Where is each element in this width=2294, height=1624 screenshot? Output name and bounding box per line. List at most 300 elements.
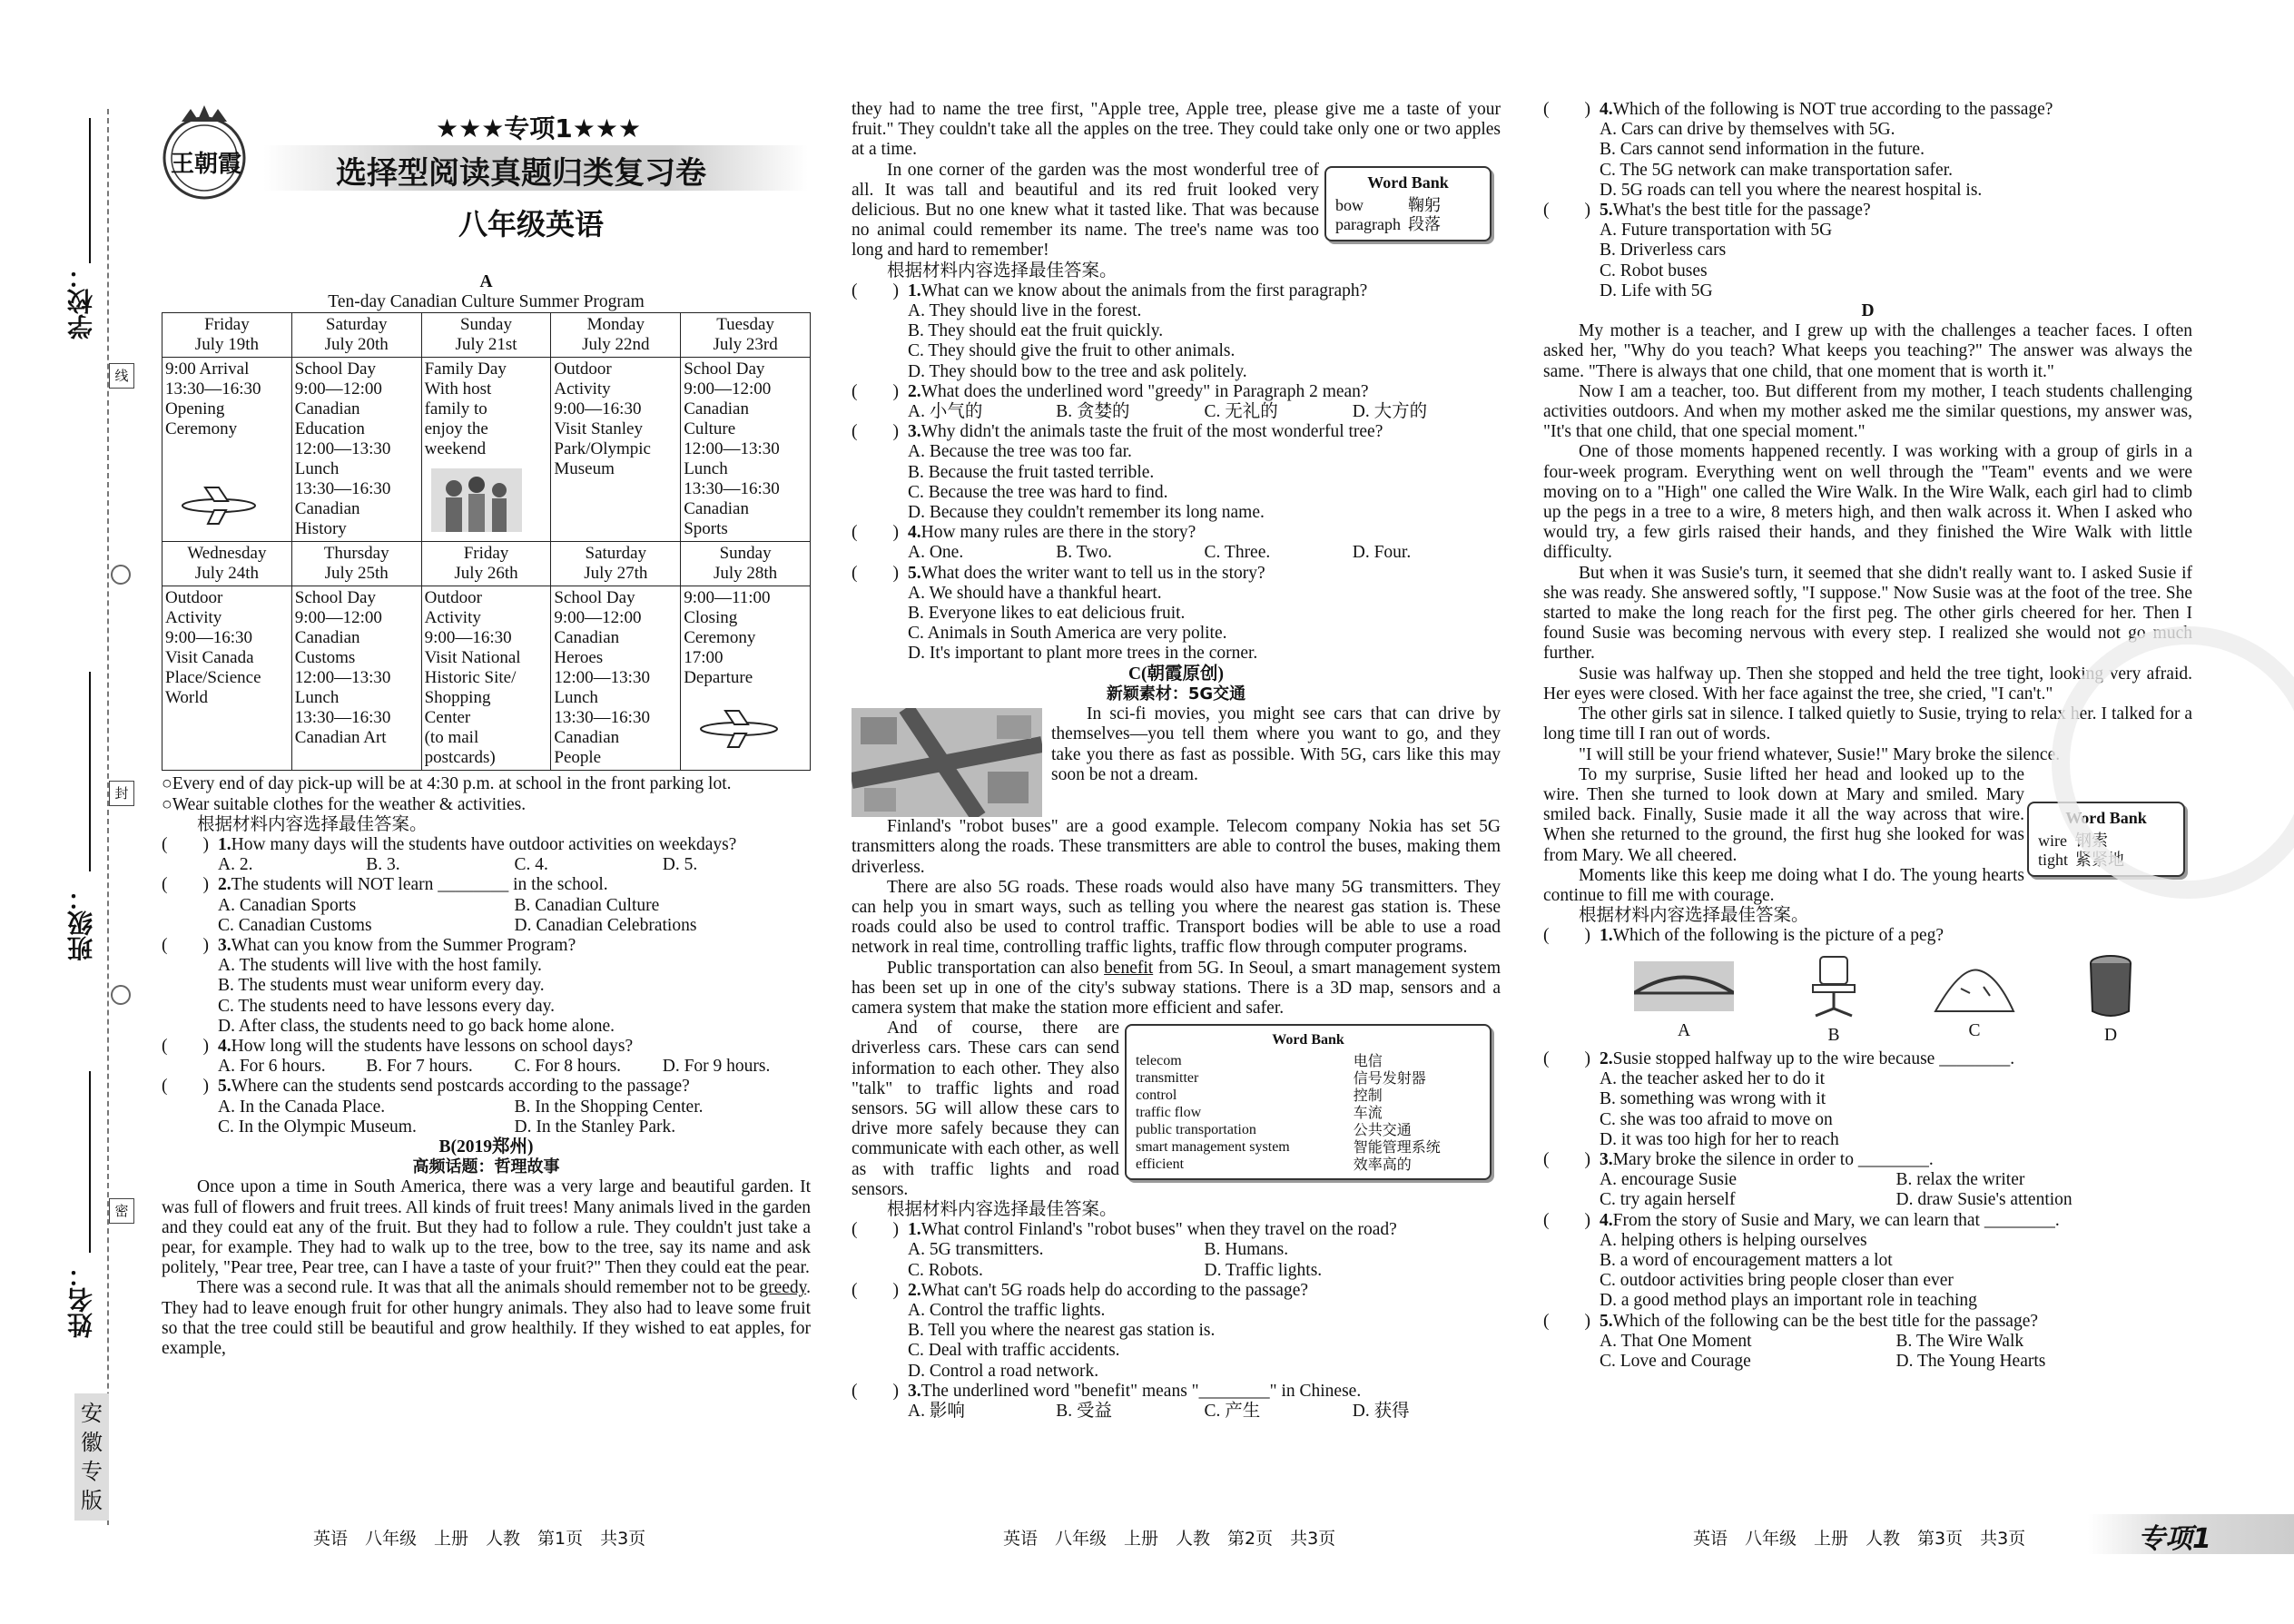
answer-bracket[interactable]: ( ) bbox=[852, 1280, 899, 1300]
word-bank-row bbox=[1136, 1069, 1481, 1087]
peg-picture-option[interactable] bbox=[1934, 952, 2015, 1046]
question bbox=[852, 382, 1501, 402]
question-body bbox=[908, 564, 1501, 584]
word-bank-term: transmitter bbox=[1136, 1070, 1199, 1087]
word-bank-title: Word Bank bbox=[1272, 1032, 1344, 1048]
answer-bracket[interactable]: ( ) bbox=[162, 936, 209, 956]
question-number: 4. bbox=[1600, 1210, 1613, 1230]
question-body bbox=[908, 382, 1501, 402]
answer-bracket[interactable]: ( ) bbox=[1543, 1311, 1590, 1331]
line-char-1: 线 bbox=[109, 363, 134, 389]
question-text: What does the underlined word "greedy" in Paragraph 2 mean? bbox=[921, 381, 1369, 401]
schedule-cell bbox=[421, 358, 551, 542]
word-bank-term: tight bbox=[2038, 850, 2069, 869]
option[interactable]: C. For 8 hours. bbox=[514, 1057, 622, 1077]
option-list bbox=[218, 896, 811, 936]
option[interactable]: B. They should eat the fruit quickly. bbox=[908, 321, 1164, 341]
option[interactable]: C. In the Olympic Museum. bbox=[218, 1117, 417, 1137]
footer-page-3: 英语 八年级 上册 人教 第3页 共3页 bbox=[1693, 1529, 2026, 1549]
option[interactable]: B. The students must wear uniform every day. bbox=[218, 976, 545, 996]
option[interactable]: C. The 5G network can make transportation safer. bbox=[1600, 160, 1953, 180]
class-label: 班级： bbox=[66, 885, 96, 961]
question-text: What can we know about the animals from the first paragraph? bbox=[921, 281, 1368, 300]
question-number: 1. bbox=[218, 835, 231, 855]
option[interactable]: C. Animals in South America are very polite. bbox=[908, 624, 1227, 644]
passage-text: . They had to leave enough fruit for other hungry animals. They also had to leave some fruit so that the tree could still be beautiful and grow healthily. If they wished to eat apples, for example, bbox=[162, 1278, 811, 1359]
word-bank-row bbox=[1136, 1104, 1481, 1121]
answer-bracket[interactable]: ( ) bbox=[1543, 201, 1590, 221]
option[interactable]: C. try again herself bbox=[1600, 1190, 1736, 1210]
option[interactable]: C. Love and Courage bbox=[1600, 1351, 1751, 1371]
option[interactable]: B. relax the writer bbox=[1895, 1170, 2025, 1190]
option[interactable]: B. Two. bbox=[1056, 543, 1112, 563]
word-bank-term: bow bbox=[1335, 195, 1364, 214]
question bbox=[162, 1077, 811, 1097]
option[interactable]: A. encourage Susie bbox=[1600, 1170, 1738, 1190]
question bbox=[852, 1281, 1501, 1301]
option[interactable]: D. 5G roads can tell you where the nearest hospital is. bbox=[1600, 180, 1983, 200]
word-bank-meaning: 效率高的 bbox=[1353, 1156, 1412, 1174]
word-bank-meaning: 紧紧地 bbox=[2075, 850, 2125, 870]
question-body bbox=[218, 835, 811, 855]
question-number: 1. bbox=[908, 1220, 921, 1240]
schedule-cell-text: Family Day With host family to enjoy the weekend bbox=[424, 359, 507, 459]
option[interactable]: A. In the Canada Place. bbox=[218, 1097, 386, 1117]
option[interactable]: A. They should live in the forest. bbox=[908, 301, 1142, 321]
option[interactable]: B. something was wrong with it bbox=[1600, 1089, 1826, 1109]
option[interactable]: C. The students need to have lessons every day. bbox=[218, 996, 555, 1016]
schedule-header-cell: Wednesday July 24th bbox=[162, 542, 292, 586]
question-body bbox=[908, 1281, 1501, 1301]
option[interactable]: C. They should give the fruit to other animals. bbox=[908, 341, 1236, 361]
question bbox=[852, 1382, 1501, 1402]
question-body bbox=[1600, 1150, 2192, 1170]
schedule-header-cell: Monday July 22nd bbox=[551, 313, 681, 358]
question bbox=[162, 1037, 811, 1057]
option[interactable]: C. Robot buses bbox=[1600, 261, 1708, 281]
passage-b-topic: 高频话题：哲理故事 bbox=[412, 1157, 560, 1177]
passage-b-paragraph: In one corner of the garden was the most wonderful tree of all. It was tall and beautiful and its red fruit looked very delicious. But no one knew what it tasted like. That was because no animal could remember its name. The tree's name was too long and hard to remember! bbox=[852, 160, 1319, 261]
option[interactable]: A. That One Moment bbox=[1600, 1331, 1752, 1351]
passage-a-label: A bbox=[479, 272, 493, 291]
option[interactable]: A. Because the tree was too far. bbox=[908, 442, 1132, 462]
question-body bbox=[908, 281, 1501, 301]
answer-bracket[interactable]: ( ) bbox=[852, 523, 899, 543]
option[interactable]: D. They should bow to the tree and ask politely. bbox=[908, 361, 1247, 381]
passage-d-label: D bbox=[1861, 301, 1875, 321]
option[interactable]: A. 5G transmitters. bbox=[908, 1240, 1044, 1260]
option[interactable]: D. 大方的 bbox=[1352, 402, 1428, 422]
question-number: 2. bbox=[908, 381, 921, 401]
airplane-icon bbox=[694, 706, 784, 752]
question bbox=[162, 835, 811, 855]
answer-bracket[interactable]: ( ) bbox=[852, 281, 899, 300]
option[interactable]: B. For 7 hours. bbox=[366, 1057, 473, 1077]
question-text: What can't 5G roads help do according to the passage? bbox=[921, 1280, 1309, 1300]
question bbox=[1543, 100, 2192, 120]
city-traffic-image bbox=[852, 708, 1042, 817]
option-list bbox=[218, 1097, 811, 1137]
answer-bracket[interactable]: ( ) bbox=[852, 1381, 899, 1401]
question-text: Which of the following is NOT true according to the passage? bbox=[1612, 100, 2053, 119]
sidebar-class bbox=[64, 885, 100, 961]
option[interactable]: D. After class, the students need to go back home alone. bbox=[218, 1016, 615, 1036]
option-list bbox=[218, 956, 811, 1037]
punch-hole-1 bbox=[111, 565, 131, 585]
option-list bbox=[218, 855, 811, 875]
option[interactable]: A. We should have a thankful heart. bbox=[908, 583, 1162, 603]
word-bank-term: paragraph bbox=[1335, 214, 1401, 233]
option[interactable]: C. 4. bbox=[514, 855, 548, 875]
passage-d-paragraph: To my surprise, Susie lifted her head and looked up to the wire. Then she turned to look down at Mary and smiled. Mary smiled back. Finally, Susie made it all the way across that wire. When she returned to the ground, the first hug she looked for was from Mary. We all cheered. bbox=[1543, 764, 2024, 865]
word-bank-meaning: 电信 bbox=[1353, 1052, 1383, 1070]
underlined-word: benefit bbox=[1104, 958, 1154, 978]
question-body bbox=[218, 1037, 811, 1057]
option[interactable]: B. Because the fruit tasted terrible. bbox=[908, 462, 1155, 482]
question-body bbox=[1600, 1312, 2192, 1332]
word-bank-meaning: 鞠躬 bbox=[1407, 195, 1441, 215]
passage-b-label: B(2019郑州) bbox=[438, 1137, 534, 1157]
question-number: 3. bbox=[1600, 1149, 1613, 1169]
option[interactable]: D. 获得 bbox=[1352, 1401, 1410, 1421]
option[interactable]: D. Control a road network. bbox=[908, 1361, 1099, 1381]
answer-bracket[interactable]: ( ) bbox=[1543, 1048, 1590, 1068]
questions-a bbox=[162, 835, 811, 1137]
corner-label: 专项1 bbox=[2138, 1523, 2211, 1555]
word-bank-meaning: 车流 bbox=[1353, 1104, 1383, 1122]
question-number: 3. bbox=[218, 936, 231, 956]
question bbox=[162, 875, 811, 895]
question bbox=[852, 422, 1501, 442]
option[interactable]: A. Canadian Sports bbox=[218, 895, 357, 915]
word-bank-row bbox=[1136, 1121, 1481, 1138]
answer-bracket[interactable]: ( ) bbox=[162, 1077, 209, 1097]
passage-b-paragraph: Once upon a time in South America, there was a very large and beautiful garden. It was full of flowers and fruit trees. All kinds of fruit trees! Many animals lived in the garden and they could eat any of the fruit. But they had to follow a rule. They couldn't just take a pear, for example. They had to walk up to the tree, bow to the tree, say its name and ask politely, "Pear tree, Pear tree, can I have a taste of your fruit?" Then they could eat the pear. bbox=[162, 1177, 811, 1278]
schedule-header-cell: Friday July 26th bbox=[421, 542, 551, 586]
question-body bbox=[908, 1220, 1501, 1240]
option[interactable]: C. 产生 bbox=[1204, 1401, 1261, 1421]
family-photo-icon bbox=[431, 468, 522, 532]
word-bank-title: Word Bank bbox=[1367, 172, 1449, 192]
schedule-cell-text: 9:00—11:00 Closing Ceremony 17:00 Departure bbox=[684, 588, 771, 688]
schedule-cell: Outdoor Activity 9:00—16:30 Visit Stanley Park/Olympic Museum bbox=[551, 358, 681, 542]
version-label: 安徽专版 bbox=[74, 1393, 109, 1521]
option[interactable]: A. 小气的 bbox=[908, 402, 983, 422]
word-bank-row bbox=[1136, 1052, 1481, 1069]
option[interactable]: B. 3. bbox=[366, 855, 400, 875]
passage-c-wrap bbox=[852, 1019, 1501, 1200]
word-bank-meaning: 公共交通 bbox=[1353, 1121, 1412, 1139]
schedule-cell-text: 9:00 Arrival 13:30—16:30 Opening Ceremony bbox=[165, 359, 261, 439]
name-fill-line bbox=[89, 1071, 91, 1253]
binding-line bbox=[107, 109, 109, 1525]
option[interactable]: B. Cars cannot send information in the future. bbox=[1600, 140, 1925, 160]
option[interactable]: A. the teacher asked her to do it bbox=[1600, 1069, 1825, 1089]
schedule-cell: School Day 9:00—12:00 Canadian Customs 12:00—13:30 Lunch 13:30—16:30 Canadian Art bbox=[291, 586, 421, 771]
stump-picture-icon bbox=[2083, 952, 2138, 1020]
word-bank-meaning: 钢索 bbox=[2075, 831, 2109, 851]
bridge-picture-icon bbox=[1634, 952, 1734, 1016]
hill-picture-icon bbox=[1934, 952, 2015, 1016]
option-list bbox=[1600, 1231, 2192, 1312]
question-number: 5. bbox=[908, 563, 921, 583]
passage-c-intro bbox=[852, 704, 1501, 817]
word-bank-meaning: 控制 bbox=[1353, 1087, 1383, 1105]
page-subtitle: 八年级英语 bbox=[458, 207, 605, 241]
word-bank-term: control bbox=[1136, 1088, 1177, 1104]
schedule-title: Ten-day Canadian Culture Summer Program bbox=[328, 292, 645, 312]
option[interactable]: A. Control the traffic lights. bbox=[908, 1300, 1106, 1320]
question-body bbox=[1600, 100, 2192, 120]
question-text: From the story of Susie and Mary, we can learn that ________. bbox=[1612, 1210, 2060, 1230]
series-label: ★★★专项1★★★ bbox=[436, 113, 642, 143]
question-number: 5. bbox=[1600, 201, 1613, 221]
question-number: 4. bbox=[1600, 100, 1613, 119]
word-bank-term: efficient bbox=[1136, 1156, 1185, 1173]
word-bank-b bbox=[1324, 166, 1492, 241]
passage-b-paragraph: they had to name the tree first, "Apple tree, Apple tree, please give me a taste of your fruit." They couldn't take all the apples on the tree. They could take only one or two apples at a time. bbox=[852, 100, 1501, 160]
answer-bracket[interactable]: ( ) bbox=[162, 835, 209, 855]
passage-text: There was a second rule. It was that all the animals should remember not to be bbox=[197, 1278, 760, 1298]
option-list bbox=[908, 442, 1501, 523]
column-1 bbox=[162, 272, 811, 1359]
option[interactable]: D. Four. bbox=[1352, 543, 1412, 563]
answer-bracket[interactable]: ( ) bbox=[1543, 1210, 1590, 1230]
answer-bracket[interactable]: ( ) bbox=[162, 1037, 209, 1057]
schedule-header-cell: Saturday July 27th bbox=[551, 542, 681, 586]
answer-bracket[interactable]: ( ) bbox=[852, 381, 899, 401]
option[interactable]: B. In the Shopping Center. bbox=[514, 1097, 704, 1117]
questions-d bbox=[1543, 926, 2192, 1372]
question-text: Which of the following can be the best title for the passage? bbox=[1612, 1311, 2039, 1331]
option[interactable]: C. Because the tree was hard to find. bbox=[908, 482, 1168, 502]
instruction-text: 根据材料内容选择最佳答案。 bbox=[1579, 906, 1809, 926]
option[interactable]: C. outdoor activities bring people closer than ever bbox=[1600, 1271, 1954, 1291]
peg-picture-option[interactable] bbox=[2083, 952, 2138, 1046]
word-bank-title: Word Bank bbox=[2065, 808, 2147, 827]
question-number: 2. bbox=[1600, 1048, 1613, 1068]
option[interactable]: D. Because they couldn't remember its long name. bbox=[908, 503, 1265, 523]
question-number: 4. bbox=[908, 523, 921, 543]
question-text: How long will the students have lessons on school days? bbox=[231, 1037, 634, 1057]
option[interactable]: D. It's important to plant more trees in the corner. bbox=[908, 644, 1258, 664]
question-number: 1. bbox=[1600, 926, 1613, 946]
option[interactable]: D. The Young Hearts bbox=[1895, 1351, 2046, 1371]
option[interactable]: C. Deal with traffic accidents. bbox=[908, 1341, 1120, 1361]
option[interactable]: C. Robots. bbox=[908, 1260, 983, 1280]
peg-picture-label: B bbox=[1827, 1025, 1840, 1045]
question-body bbox=[908, 1382, 1501, 1402]
option[interactable]: D. For 9 hours. bbox=[662, 1057, 771, 1077]
option[interactable]: D. draw Susie's attention bbox=[1895, 1190, 2072, 1210]
option-list bbox=[1600, 1170, 2192, 1210]
word-bank-row bbox=[1136, 1087, 1481, 1104]
question-text: What control Finland's "robot buses" when they travel on the road? bbox=[921, 1220, 1397, 1240]
schedule-table bbox=[162, 312, 811, 771]
word-bank-term: traffic flow bbox=[1136, 1105, 1202, 1121]
passage-c-label: C(朝霞原创) bbox=[1127, 664, 1225, 684]
question-text: How many days will the students have outdoor activities on weekdays? bbox=[231, 835, 737, 855]
sidebar-school bbox=[64, 263, 100, 340]
option-list bbox=[908, 1402, 1501, 1422]
word-bank-row bbox=[1136, 1138, 1481, 1156]
question-text: What's the best title for the passage? bbox=[1612, 201, 1871, 221]
footer-page-2: 英语 八年级 上册 人教 第2页 共3页 bbox=[1003, 1529, 1336, 1549]
passage-c-paragraph: There are also 5G roads. These roads would also have many 5G transmitters. They can help you in smart ways, such as telling you where the nearest gas station is. These roads could also be used to control traffic. Transport bodies will be able to use a road network in real time, controlling traffic lights, traffic flow through computer programs. bbox=[852, 877, 1501, 958]
option[interactable]: B. Humans. bbox=[1204, 1240, 1289, 1260]
schedule-header-cell: Saturday July 20th bbox=[291, 313, 421, 358]
line-char-2: 封 bbox=[109, 781, 134, 806]
answer-bracket[interactable]: ( ) bbox=[852, 1220, 899, 1240]
question-body bbox=[218, 1077, 811, 1097]
chair-picture-icon bbox=[1802, 952, 1866, 1020]
option[interactable]: A. Future transportation with 5G bbox=[1600, 221, 1833, 241]
word-bank-term: telecom bbox=[1136, 1053, 1182, 1069]
peg-picture-label: D bbox=[2103, 1025, 2118, 1045]
option[interactable]: C. 无礼的 bbox=[1204, 402, 1278, 422]
passage-d-paragraph: The other girls sat in silence. I talked quietly to Susie, trying to relax her. I talked for a long time till I ran out of words. bbox=[1543, 704, 2192, 744]
question-text: Mary broke the silence in order to ________. bbox=[1612, 1149, 1934, 1169]
instruction-text: 根据材料内容选择最佳答案。 bbox=[197, 814, 428, 834]
question bbox=[852, 523, 1501, 543]
passage-c-paragraph: And of course, there are driverless cars. These cars can send information to each other. They also "talk" to traffic lights and road sensors. 5G will allow these cars to drive more safely because they can communicate with each other, as well as with traffic lights and road sensors. bbox=[852, 1019, 1119, 1199]
option[interactable]: A. Cars can drive by themselves with 5G. bbox=[1600, 120, 1895, 140]
question-body bbox=[1600, 201, 2192, 221]
word-bank-term: public transportation bbox=[1136, 1122, 1256, 1138]
schedule-cell: Outdoor Activity 9:00—16:30 Visit Canada Place/Science World bbox=[162, 586, 292, 771]
passage-d-paragraph: Susie was halfway up. Then she stopped and held the tree tight, looking very afraid. Her eyes were closed. With her face against the tree, she cried, "I can't." bbox=[1543, 664, 2192, 704]
answer-bracket[interactable]: ( ) bbox=[852, 563, 899, 583]
question-text: The students will NOT learn ________ in the school. bbox=[231, 875, 608, 895]
instruction-text: 根据材料内容选择最佳答案。 bbox=[887, 261, 1117, 281]
option[interactable]: D. Traffic lights. bbox=[1204, 1260, 1323, 1280]
peg-picture-option[interactable] bbox=[1802, 952, 1866, 1046]
schedule-header-cell: Tuesday July 23rd bbox=[681, 313, 811, 358]
option[interactable]: B. 受益 bbox=[1056, 1401, 1113, 1421]
question-number: 2. bbox=[908, 1280, 921, 1300]
word-bank-row bbox=[1136, 1156, 1481, 1173]
question bbox=[1543, 1150, 2192, 1170]
footer-page-1: 英语 八年级 上册 人教 第1页 共3页 bbox=[313, 1529, 646, 1549]
instruction-text: 根据材料内容选择最佳答案。 bbox=[887, 1199, 1117, 1219]
question-number: 3. bbox=[908, 422, 921, 442]
option[interactable]: C. she was too afraid to move on bbox=[1600, 1109, 1833, 1129]
peg-picture-option[interactable] bbox=[1634, 952, 1734, 1046]
option[interactable]: B. a word of encouragement matters a lot bbox=[1600, 1250, 1893, 1270]
passage-c-paragraph: In sci-fi movies, you might see cars that can drive by themselves—you tell them where you want to go, and they take you there as fast as possible. With 5G, cars like this may soon be not a dream. bbox=[1051, 704, 1501, 784]
passage-b-paragraph bbox=[162, 1278, 811, 1359]
passage-d-paragraph: My mother is a teacher, and I grew up with the challenges a teacher faces. I often asked her, "Why do you teach? What keeps you teaching?" The answer was always the same. "There is always that one child, that one moment that is worth it." bbox=[1543, 321, 2192, 381]
schedule-cell bbox=[681, 586, 811, 771]
note-text: ○Every end of day pick-up will be at 4:30 p.m. at school in the front parking lot. bbox=[162, 774, 732, 794]
option[interactable]: C. Three. bbox=[1204, 543, 1271, 563]
option[interactable]: A. 2. bbox=[218, 855, 253, 875]
word-bank-meaning: 信号发射器 bbox=[1353, 1069, 1426, 1088]
option[interactable]: D. Canadian Celebrations bbox=[514, 915, 697, 935]
option[interactable]: B. Canadian Culture bbox=[514, 895, 660, 915]
option[interactable]: B. 贪婪的 bbox=[1056, 402, 1130, 422]
option[interactable]: B. Driverless cars bbox=[1600, 241, 1727, 261]
class-fill-line bbox=[89, 672, 91, 871]
question-body bbox=[908, 523, 1501, 543]
word-bank-meaning: 智能管理系统 bbox=[1353, 1138, 1441, 1156]
question-text: Why didn't the animals taste the fruit of the most wonderful tree? bbox=[921, 422, 1383, 442]
question-text: Which of the following is the picture of a peg? bbox=[1612, 926, 1944, 946]
question-body bbox=[908, 422, 1501, 442]
option-list bbox=[1600, 120, 2192, 201]
option-list bbox=[908, 402, 1501, 422]
question-text: Where can the students send postcards according to the passage? bbox=[231, 1077, 690, 1097]
passage-c-paragraph: Finland's "robot buses" are a good example. Telecom company Nokia has set 5G transmitters along the roads. These transmitters are able to control the buses, making them driverless. bbox=[852, 817, 1501, 877]
option-list bbox=[908, 1240, 1501, 1280]
question-text: What does the writer want to tell us in the story? bbox=[921, 563, 1265, 583]
option[interactable]: D. 5. bbox=[662, 855, 698, 875]
option[interactable]: C. Canadian Customs bbox=[218, 915, 372, 935]
option[interactable]: D. In the Stanley Park. bbox=[514, 1117, 676, 1137]
option[interactable]: A. 影响 bbox=[908, 1401, 965, 1421]
option[interactable]: A. The students will live with the host family. bbox=[218, 956, 542, 976]
option-list bbox=[908, 301, 1501, 382]
option[interactable]: B. Tell you where the nearest gas station is. bbox=[908, 1321, 1216, 1341]
schedule-cell bbox=[162, 358, 292, 542]
option[interactable]: A. One. bbox=[908, 543, 964, 563]
word-bank-term: smart management system bbox=[1136, 1139, 1290, 1156]
answer-bracket[interactable]: ( ) bbox=[1543, 100, 1590, 119]
option[interactable]: A. For 6 hours. bbox=[218, 1057, 326, 1077]
answer-bracket[interactable]: ( ) bbox=[1543, 1149, 1590, 1169]
answer-bracket[interactable]: ( ) bbox=[1543, 926, 1590, 946]
answer-bracket[interactable]: ( ) bbox=[162, 875, 209, 895]
passage-d-paragraph: One of those moments happened recently. I was working with a group of girls in a four-week program. Everything went on well through the "Team" events and we were moving on to a "High" one called the Wire Walk. In the Wire Walk, each girl had to climb up the pegs in a tree to a wire, 8 meters high, and then walk across it. When I asked who would try, a few girls raised their hands, and they finished the Wire Walk with little difficulty. bbox=[1543, 442, 2192, 563]
passage-text: from 5G. In Seoul, a smart management system has been set up in one of the city's subway stations. There is a 3D map, sensors and a camera system that make the station more efficient and safer. bbox=[852, 958, 1501, 1018]
peg-picture-label: A bbox=[1677, 1020, 1691, 1040]
option-list bbox=[1600, 221, 2192, 301]
option[interactable]: D. a good method plays an important role in teaching bbox=[1600, 1291, 1977, 1311]
word-bank-c bbox=[1125, 1024, 1492, 1180]
answer-bracket[interactable]: ( ) bbox=[852, 422, 899, 442]
passage-text: Public transportation can also bbox=[887, 958, 1105, 978]
question-body bbox=[1600, 1211, 2192, 1231]
passage-d-paragraph: Now I am a teacher, too. But different from my mother, I teach students challenging activities outdoors. And when my mother asked me the similar questions, my answer was, "It's that one child, that one special moment." bbox=[1543, 381, 2192, 442]
option[interactable]: B. The Wire Walk bbox=[1895, 1331, 2024, 1351]
schedule-cell: School Day 9:00—12:00 Canadian Education 12:00—13:30 Lunch 13:30—16:30 Canadian History bbox=[291, 358, 421, 542]
note-text: ○Wear suitable clothes for the weather & activities. bbox=[162, 794, 527, 814]
school-fill-line bbox=[89, 118, 91, 263]
option[interactable]: D. it was too high for her to reach bbox=[1600, 1129, 1839, 1149]
questions-c bbox=[852, 1220, 1501, 1422]
question-number: 2. bbox=[218, 875, 231, 895]
schedule-header-cell: Thursday July 25th bbox=[291, 542, 421, 586]
question-text: What can you know from the Summer Program? bbox=[231, 936, 576, 956]
option-list bbox=[908, 584, 1501, 664]
passage-c-paragraph bbox=[852, 959, 1501, 1019]
schedule-header-cell: Sunday July 28th bbox=[681, 542, 811, 586]
option[interactable]: A. helping others is helping ourselves bbox=[1600, 1230, 1867, 1250]
column-2 bbox=[852, 100, 1501, 1422]
question-body bbox=[218, 875, 811, 895]
option[interactable]: D. Life with 5G bbox=[1600, 281, 1713, 300]
peg-pictures bbox=[1634, 952, 2138, 1046]
word-bank-row bbox=[1335, 215, 1448, 234]
option[interactable]: B. Everyone likes to eat delicious fruit. bbox=[908, 604, 1186, 624]
question bbox=[1543, 1049, 2192, 1069]
word-bank-meaning: 段落 bbox=[1407, 214, 1441, 234]
line-char-3: 密 bbox=[109, 1198, 134, 1224]
schedule-cell: School Day 9:00—12:00 Canadian Heroes 12:00—13:30 Lunch 13:30—16:30 Canadian People bbox=[551, 586, 681, 771]
question-text: Susie stopped halfway up to the wire because ________. bbox=[1612, 1048, 2015, 1068]
question bbox=[1543, 926, 2192, 946]
word-bank-term: wire bbox=[2038, 831, 2067, 850]
